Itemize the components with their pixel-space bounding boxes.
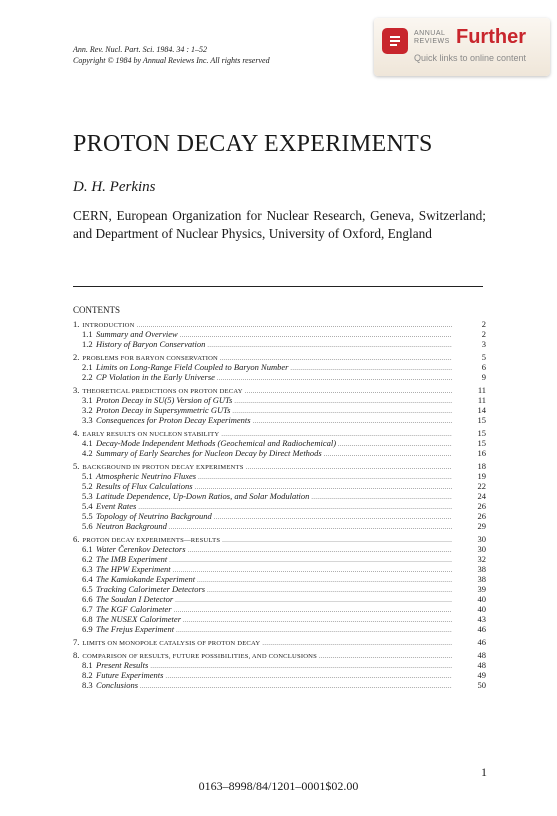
toc-leader-dots <box>165 672 452 680</box>
toc-section[interactable] <box>73 650 486 660</box>
toc-leader-dots <box>338 440 452 448</box>
toc-entry[interactable] <box>73 395 486 405</box>
journal-citation <box>73 44 270 66</box>
toc-page: 14 <box>477 405 486 415</box>
toc-entry[interactable] <box>73 554 486 564</box>
toc-page: 15 <box>477 428 486 438</box>
toc-leader-dots <box>169 523 452 531</box>
toc-section[interactable] <box>73 428 486 438</box>
toc-entry[interactable] <box>73 511 486 521</box>
article-title: PROTON DECAY EXPERIMENTS <box>73 131 433 157</box>
toc-entry[interactable] <box>73 481 486 491</box>
toc-title: PROTON DECAY EXPERIMENTS—RESULTS <box>82 537 221 544</box>
toc-entry[interactable] <box>73 670 486 680</box>
toc-leader-dots <box>232 407 452 415</box>
toc-leader-dots <box>188 546 452 554</box>
toc-number: 8.3 <box>82 680 93 690</box>
toc-title: Proton Decay in Supersymmetric GUTs <box>96 405 231 415</box>
toc-number: 6.3 <box>82 564 93 574</box>
toc-number: 6.8 <box>82 614 93 624</box>
toc-page: 30 <box>477 534 486 544</box>
toc-number: 3.1 <box>82 395 93 405</box>
toc-leader-dots <box>137 321 452 329</box>
toc-page: 2 <box>481 329 486 339</box>
toc-page: 24 <box>477 491 486 501</box>
toc-number: 6.7 <box>82 604 93 614</box>
toc-section[interactable] <box>73 534 486 544</box>
toc-title: Future Experiments <box>96 670 164 680</box>
toc-title: Neutron Background <box>96 521 167 531</box>
toc-leader-dots <box>207 341 452 349</box>
toc-leader-dots <box>207 586 452 594</box>
toc-leader-dots <box>246 463 452 471</box>
toc-section[interactable] <box>73 461 486 471</box>
toc-leader-dots <box>245 387 452 395</box>
page-number: 1 <box>481 765 487 779</box>
toc-page: 5 <box>481 352 486 362</box>
toc-number: 5.6 <box>82 521 93 531</box>
toc-entry[interactable] <box>73 415 486 425</box>
toc-page: 50 <box>477 680 486 690</box>
toc-page: 6 <box>481 362 486 372</box>
toc-page: 16 <box>477 448 486 458</box>
toc-leader-dots <box>290 364 452 372</box>
toc-number: 5.4 <box>82 501 93 511</box>
toc-title: Results of Flux Calculations <box>96 481 193 491</box>
toc-page: 2 <box>481 319 486 329</box>
toc-page: 11 <box>477 385 486 395</box>
toc-page: 32 <box>477 554 486 564</box>
toc-page: 11 <box>477 395 486 405</box>
toc-leader-dots <box>324 450 452 458</box>
toc-page: 26 <box>477 501 486 511</box>
toc-title: The IMB Experiment <box>96 554 168 564</box>
toc-page: 46 <box>477 624 486 634</box>
toc-number: 6.6 <box>82 594 93 604</box>
toc-leader-dots <box>198 473 452 481</box>
toc-number: 8.1 <box>82 660 93 670</box>
toc-number: 3.3 <box>82 415 93 425</box>
toc-page: 9 <box>481 372 486 382</box>
toc-title: Water Čerenkov Detectors <box>96 544 186 554</box>
toc-title: The Kamiokande Experiment <box>96 574 196 584</box>
author-affiliation: CERN, European Organization for Nuclear Research, Geneva, Switzerland; and Department of Nuclear Physics, University of Oxford, England <box>73 208 486 241</box>
journal-line: Ann. Rev. Nucl. Part. Sci. 1984. 34 : 1–52 <box>73 45 208 54</box>
toc-title: Decay-Mode Independent Methods (Geochemical and Radiochemical) <box>96 438 337 448</box>
toc-title: Atmospheric Neutrino Fluxes <box>96 471 197 481</box>
toc-page: 43 <box>477 614 486 624</box>
toc-leader-dots <box>253 417 452 425</box>
toc-number: 6.9 <box>82 624 93 634</box>
toc-entry[interactable] <box>73 329 486 339</box>
toc-section[interactable] <box>73 352 486 362</box>
article-code: 0163–8998/84/1201–0001$02.00 <box>198 779 359 793</box>
further-label: Further <box>456 26 526 48</box>
annual-reviews-logo-icon <box>382 28 408 54</box>
toc-number: 8. <box>73 650 80 660</box>
toc-leader-dots <box>262 639 452 647</box>
toc-number: 8.2 <box>82 670 93 680</box>
toc-number: 4.2 <box>82 448 93 458</box>
toc-title: The Frejus Experiment <box>96 624 175 634</box>
toc-title: Conclusions <box>96 680 139 690</box>
toc-number: 2. <box>73 352 80 362</box>
toc-number: 1.1 <box>82 329 93 339</box>
toc-page: 3 <box>481 339 486 349</box>
toc-page: 48 <box>477 660 486 670</box>
toc-entry[interactable] <box>73 471 486 481</box>
toc-title: EARLY RESULTS ON NUCLEON STABILITY <box>82 431 220 438</box>
toc-number: 5.1 <box>82 471 93 481</box>
toc-title: Proton Decay in SU(5) Version of GUTs <box>96 395 233 405</box>
toc-title: The KGF Calorimeter <box>96 604 172 614</box>
toc-section[interactable] <box>73 385 486 395</box>
toc-leader-dots <box>138 503 452 511</box>
toc-entry[interactable] <box>73 362 486 372</box>
toc-entry[interactable] <box>73 594 486 604</box>
toc-page: 40 <box>477 604 486 614</box>
toc-leader-dots <box>234 397 452 405</box>
toc-title: Latitude Dependence, Up-Down Ratios, and Solar Modulation <box>96 491 310 501</box>
toc-entry[interactable] <box>73 372 486 382</box>
toc-leader-dots <box>176 626 452 634</box>
publisher-name: ANNUAL REVIEWS <box>414 30 450 45</box>
toc-title: Topology of Neutrino Background <box>96 511 212 521</box>
toc-entry[interactable] <box>73 448 486 458</box>
toc-page: 19 <box>477 471 486 481</box>
toc-page: 38 <box>477 574 486 584</box>
toc-leader-dots <box>217 374 452 382</box>
toc-title: The NUSEX Calorimeter <box>96 614 181 624</box>
toc-title: Consequences for Proton Decay Experiments <box>96 415 251 425</box>
toc-title: Event Rates <box>96 501 137 511</box>
toc-number: 3. <box>73 385 80 395</box>
toc-leader-dots <box>183 616 452 624</box>
toc-number: 1.2 <box>82 339 93 349</box>
toc-entry[interactable] <box>73 660 486 670</box>
toc-number: 1. <box>73 319 80 329</box>
toc-leader-dots <box>222 536 452 544</box>
toc-leader-dots <box>220 354 452 362</box>
toc-page: 18 <box>477 461 486 471</box>
toc-entry[interactable] <box>73 584 486 594</box>
toc-leader-dots <box>174 606 452 614</box>
toc-number: 6.4 <box>82 574 93 584</box>
toc-entry[interactable] <box>73 604 486 614</box>
toc-page: 15 <box>477 415 486 425</box>
toc-leader-dots <box>319 652 452 660</box>
toc-number: 5.5 <box>82 511 93 521</box>
copyright-line: Copyright © 1984 by Annual Reviews Inc. All rights reserved <box>73 56 270 65</box>
toc-page: 15 <box>477 438 486 448</box>
toc-title: Tracking Calorimeter Detectors <box>96 584 206 594</box>
author-name: D. H. Perkins <box>73 179 156 195</box>
toc-title: INTRODUCTION <box>82 322 135 329</box>
toc-leader-dots <box>195 483 452 491</box>
toc-number: 7. <box>73 637 80 647</box>
toc-entry[interactable] <box>73 521 486 531</box>
toc-title: COMPARISON OF RESULTS, FUTURE POSSIBILITIES, AND CONCLUSIONS <box>82 653 318 660</box>
toc-page: 48 <box>477 650 486 660</box>
toc-number: 6.5 <box>82 584 93 594</box>
toc-entry[interactable] <box>73 339 486 349</box>
toc-page: 49 <box>477 670 486 680</box>
toc-entry[interactable] <box>73 624 486 634</box>
toc-number: 5.3 <box>82 491 93 501</box>
toc-section[interactable] <box>73 637 486 647</box>
toc-leader-dots <box>180 331 452 339</box>
toc-number: 6.1 <box>82 544 93 554</box>
toc-number: 2.2 <box>82 372 93 382</box>
toc-title: Summary of Early Searches for Nucleon Decay by Direct Methods <box>96 448 322 458</box>
toc-entry[interactable] <box>73 491 486 501</box>
toc-number: 6.2 <box>82 554 93 564</box>
toc-page: 29 <box>477 521 486 531</box>
toc-leader-dots <box>311 493 452 501</box>
toc-leader-dots <box>169 556 452 564</box>
toc-number: 5.2 <box>82 481 93 491</box>
toc-entry[interactable] <box>73 574 486 584</box>
toc-page: 46 <box>477 637 486 647</box>
toc-page: 38 <box>477 564 486 574</box>
toc-entry[interactable] <box>73 438 486 448</box>
toc-number: 5. <box>73 461 80 471</box>
toc-page: 22 <box>477 481 486 491</box>
toc-title: PROBLEMS FOR BARYON CONSERVATION <box>82 355 219 362</box>
toc-title: LIMITS ON MONOPOLE CATALYSIS OF PROTON DECAY <box>82 640 261 647</box>
toc-entry[interactable] <box>73 501 486 511</box>
table-of-contents <box>73 319 486 690</box>
toc-page: 39 <box>477 584 486 594</box>
toc-leader-dots <box>197 576 452 584</box>
divider <box>73 286 483 287</box>
toc-number: 6. <box>73 534 80 544</box>
toc-title: Summary and Overview <box>96 329 178 339</box>
toc-number: 3.2 <box>82 405 93 415</box>
contents-heading: CONTENTS <box>73 305 120 315</box>
toc-entry[interactable] <box>73 405 486 415</box>
further-tagline: Quick links to online content <box>414 53 527 63</box>
further-badge[interactable] <box>374 18 550 76</box>
toc-leader-dots <box>214 513 452 521</box>
toc-title: The HPW Experiment <box>96 564 171 574</box>
toc-page: 26 <box>477 511 486 521</box>
toc-leader-dots <box>173 566 452 574</box>
toc-title: THEORETICAL PREDICTIONS ON PROTON DECAY <box>82 388 243 395</box>
toc-section[interactable] <box>73 319 486 329</box>
toc-title: The Soudan I Detector <box>96 594 174 604</box>
toc-page: 40 <box>477 594 486 604</box>
toc-number: 2.1 <box>82 362 93 372</box>
toc-entry[interactable] <box>73 614 486 624</box>
toc-title: Limits on Long-Range Field Coupled to Baryon Number <box>96 362 289 372</box>
toc-leader-dots <box>175 596 452 604</box>
toc-number: 4.1 <box>82 438 93 448</box>
toc-leader-dots <box>221 430 452 438</box>
toc-leader-dots <box>150 662 452 670</box>
toc-page: 30 <box>477 544 486 554</box>
toc-entry[interactable] <box>73 544 486 554</box>
toc-title: BACKGROUND IN PROTON DECAY EXPERIMENTS <box>82 464 244 471</box>
toc-title: Present Results <box>96 660 149 670</box>
toc-entry[interactable] <box>73 564 486 574</box>
toc-entry[interactable] <box>73 680 486 690</box>
toc-title: CP Violation in the Early Universe <box>96 372 215 382</box>
toc-number: 4. <box>73 428 80 438</box>
toc-leader-dots <box>140 682 452 690</box>
toc-title: History of Baryon Conservation <box>96 339 206 349</box>
